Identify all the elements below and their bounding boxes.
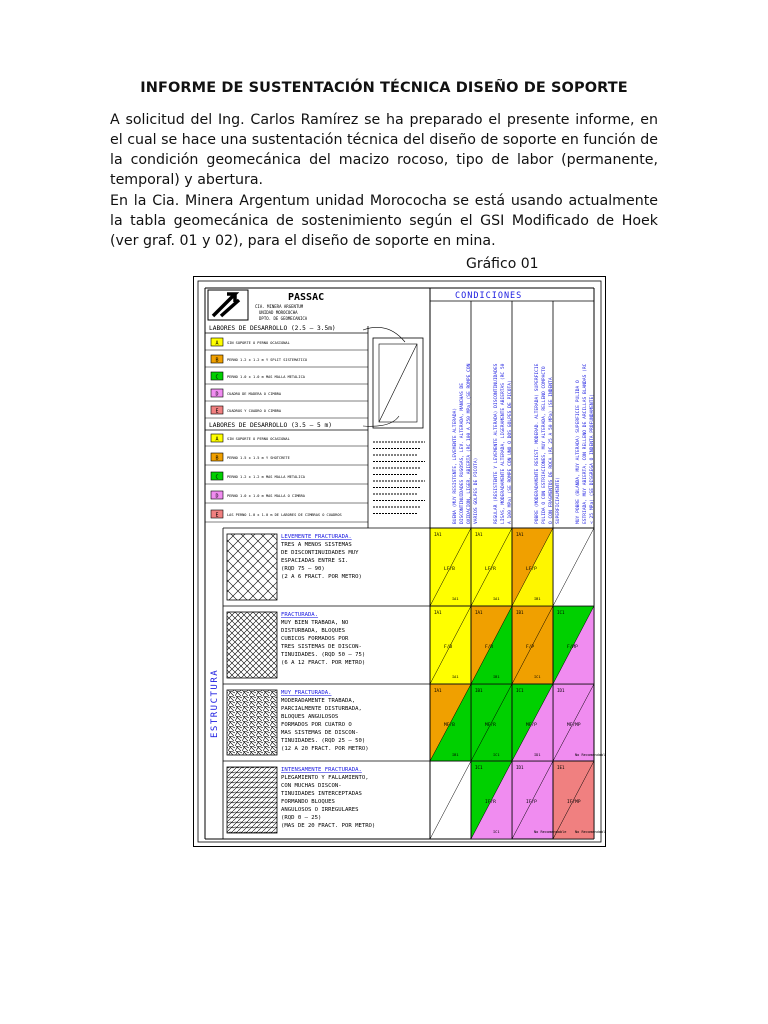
brand-sub-3: DPTO. DE GEOMECANICA — [259, 316, 308, 321]
row-desc-3-6: (MAS DE 20 FRACT. POR METRO) — [281, 823, 376, 829]
legend-a-code-4: E — [215, 408, 219, 415]
cell-code-top-2-0: IA1 — [434, 688, 442, 693]
legend-a-text-1: PERNO 1.2 x 1.2 m Y SPLIT SISTEMATICO — [227, 358, 308, 362]
row-title-0: LEVEMENTE FRACTURADA. — [281, 534, 352, 540]
row-desc-0-2: ESPACIADAS ENTRE SI. — [281, 558, 349, 564]
cell-code-top-3-3: IE1 — [557, 765, 565, 770]
legend-b-code-0: A — [215, 436, 219, 443]
cell-code-bottom-0-0: IA1 — [452, 597, 459, 601]
condiciones-title: CONDICIONES — [455, 291, 523, 301]
legend-a-text-4: CUADROS Y CUADRO O CIMBRA — [227, 409, 282, 413]
brand-sub-1: CIA. MINERA ARGENTUM — [255, 304, 304, 309]
gsi-support-table-figure — [193, 276, 606, 847]
brand-sub-2: UNIDAD MOROCOCHA — [259, 310, 298, 315]
cell-code-bottom-2-3: No Recomendable — [575, 753, 606, 757]
row-desc-2-6: (12 A 20 FRACT. POR METRO) — [281, 746, 369, 752]
row-desc-0-3: (RQD 75 – 90) — [281, 566, 325, 572]
cell-code-mid-1-2: F/P — [526, 645, 535, 650]
estructura-label: ESTRUCTURA — [210, 668, 220, 738]
condition-text-3: MUY POBRE (BLANDA, MUY ALTERADA) SUPERFICIE PULIDA O ESTRIADA, MUY ABIERTA, CON RELLENO DE ARCILLAS BLANDAS (RC < 25 MPa) (SE DISGREGA O INDENTA PROFUNDAMENTE) — [576, 363, 595, 524]
row-desc-1-3: TRES SISTEMAS DE DISCON- — [281, 644, 362, 650]
legend-b-text-3: PERNO 1.0 x 1.0 m MAS MALLA O CIMBRA — [227, 494, 305, 498]
row-desc-1-1: DISTURBADA, BLOQUES — [281, 628, 345, 634]
row-desc-2-1: PARCIALMENTE DISTURBADA, — [281, 706, 362, 712]
cell-code-bottom-2-2: ID1 — [534, 753, 541, 757]
legend-b-text-4: LAS PERNO 1.0 x 1.0 m DE LABORES DE CIMBRAS O CUADROS — [227, 513, 342, 517]
row-desc-3-0: PLEGAMIENTO Y FALLAMIENTO, — [281, 775, 369, 781]
cell-code-bottom-1-0: IA1 — [452, 675, 459, 679]
cell-code-mid-1-3: F/MP — [567, 645, 578, 650]
legend-a-text-0: SIN SOPORTE O PERNO OCASIONAL — [227, 341, 290, 345]
cell-code-top-2-3: ID1 — [557, 688, 565, 693]
cell-code-mid-1-0: F/B — [444, 645, 453, 650]
cell-code-bottom-3-2: No Recomendable — [534, 830, 567, 834]
row-desc-2-0: MODERADAMENTE TRABADA, — [281, 698, 356, 704]
paragraph-1: A solicitud del Ing. Carlos Ramírez se ha preparado el presente informe, en el cual se hace una sustentación técnica del diseño de soporte en función de la condición geomecánica del macizo rocoso, tipo de labor (permanente, temporal) y abertura. — [110, 112, 658, 188]
cell-code-mid-2-2: MF/P — [526, 723, 537, 728]
row-title-1: FRACTURADA. — [281, 612, 319, 618]
legend-a-text-2: PERNO 1.0 x 1.0 m MAS MALLA METALICA — [227, 375, 305, 379]
row-desc-3-4: ANGULOSOS O IRREGULARES — [281, 807, 359, 813]
row-desc-1-5: (6 A 12 FRACT. POR METRO) — [281, 660, 366, 666]
legend-a-code-1: B — [215, 357, 219, 364]
cell-code-top-1-0: IA1 — [434, 610, 442, 615]
row-title-2: MUY FRACTURADA. — [281, 690, 332, 696]
gsi-table-svg — [193, 276, 606, 847]
row-desc-1-4: TINUIDADES. (RQD 50 – 75) — [281, 652, 366, 658]
cell-code-mid-0-0: LF/B — [444, 567, 455, 572]
cell-code-top-1-3: IC1 — [557, 610, 565, 615]
legend-a-code-3: D — [215, 391, 219, 398]
cell-code-bottom-2-1: IC1 — [493, 753, 500, 757]
cell-code-top-3-1: IC1 — [475, 765, 483, 770]
row-desc-0-0: TRES A MENOS SISTEMAS — [281, 542, 352, 548]
legend-a-text-3: CUADRO DE MADERA O CIMBRA — [227, 392, 282, 396]
document-title: INFORME DE SUSTENTACIÓN TÉCNICA DISEÑO DE SOPORTE — [140, 80, 628, 96]
legend-b-code-4: E — [215, 512, 219, 519]
row-desc-3-5: (RQD 0 – 25) — [281, 815, 322, 821]
row-desc-3-2: TINUIDADES INTERCEPTADAS — [281, 791, 362, 797]
row-desc-2-3: FORMADOS POR CUATRO O — [281, 722, 352, 728]
row-desc-2-4: MAS SISTEMAS DE DISCON- — [281, 730, 359, 736]
legend-b-text-2: PERNO 1.2 x 1.2 m MAS MALLA METALICA — [227, 475, 305, 479]
cell-code-mid-3-2: IF/P — [526, 800, 537, 805]
row-desc-3-1: CON MUCHAS DISCON- — [281, 783, 342, 789]
row-desc-3-3: FORMANDO BLOQUES — [281, 799, 335, 805]
cell-code-bottom-0-1: IA1 — [493, 597, 500, 601]
cell-code-mid-3-3: IF/MP — [567, 800, 581, 805]
section-2-title: LABORES DE DESARROLLO (3.5 – 5 m) — [209, 422, 332, 429]
row-desc-1-0: MUY BIEN TRABADA, NO — [281, 620, 349, 626]
legend-b-text-1: PERNO 1.5 x 1.5 m Y SHOTCRETE — [227, 456, 290, 460]
legend-a-code-2: C — [215, 374, 219, 381]
cell-code-top-0-1: IA1 — [475, 532, 483, 537]
cell-code-mid-2-1: MF/R — [485, 723, 496, 728]
cell-code-top-1-2: IB1 — [516, 610, 524, 615]
cell-code-top-0-0: IA1 — [434, 532, 442, 537]
cell-code-bottom-3-1: IC1 — [493, 830, 500, 834]
legend-b-code-2: C — [215, 474, 219, 481]
cell-code-mid-0-2: LF/P — [526, 567, 537, 572]
brand-name: PASSAC — [288, 292, 325, 303]
passac-logo-icon — [208, 290, 248, 320]
legend-b-text-0: SIN SOPORTE O PERNO OCASIONAL — [227, 437, 290, 441]
condition-text-2: POBRE (MODERADAMENTE RESIST. MODERAD. ALTERADA) SUPERFICIE PULIDA O CON ESTRIACIONES, MUY ALTERADA, RELLENO COMPACTO O CON FRAGMENTOS DE ROCA (RC 25 A 50 MPa) (SE INDENTA SUPERFICIALMENTE) — [535, 363, 561, 524]
row-desc-0-4: (2 A 6 FRACT. POR METRO) — [281, 574, 362, 580]
legend-b-code-3: D — [215, 493, 219, 500]
row-desc-2-2: BLOQUES ANGULOSOS — [281, 714, 339, 720]
cell-code-top-2-1: IB1 — [475, 688, 483, 693]
row-desc-0-1: DE DISCONTINUIDADES MUY — [281, 550, 359, 556]
row-desc-1-2: CUBICOS FORMADOS POR — [281, 636, 349, 642]
cell-code-bottom-0-2: IB1 — [534, 597, 541, 601]
rock-pattern-icon-0 — [227, 534, 277, 600]
row-title-3: INTENSAMENTE FRACTURADA. — [281, 767, 362, 773]
cell-code-mid-2-3: MF/MP — [567, 723, 581, 728]
condition-text-1: REGULAR (RESISTENTE Y LEVEMENTE ALTERADA) DISCONTINUIDADES LISAS, MODERADAMENTE ALTERADA, LIGERAMENTE ABIERTAS (RC 50 A 100 MPa) (SE ROMPE CON UNO O DOS GOLPES DE PICOTA) — [494, 363, 513, 524]
row-desc-2-5: TINUIDADES. (RQD 25 – 50) — [281, 738, 366, 744]
legend-a-code-0: A — [215, 340, 219, 347]
cell-code-mid-1-1: F/R — [485, 645, 494, 650]
cell-code-mid-0-1: LF/R — [485, 567, 496, 572]
cell-code-bottom-2-0: IB1 — [452, 753, 459, 757]
rock-pattern-icon-2 — [227, 690, 277, 755]
rock-pattern-icon-3 — [227, 767, 277, 833]
legend-b-code-1: B — [215, 455, 219, 462]
cell-code-bottom-1-2: IC1 — [534, 675, 541, 679]
cell-code-top-2-2: IC1 — [516, 688, 524, 693]
rock-pattern-icon-1 — [227, 612, 277, 678]
cell-code-bottom-1-1: IB1 — [493, 675, 500, 679]
condition-text-0: BUENA (MUY RESISTENTE, LEVEMENTE ALTERADA) DISCONTINUIDADES RUGOSAS, LEV. ALTERADA, MANCHAS DE OXIDACION, LIGER. ABIERTA (RC 100 A 250 MPa) (SE ROMPE CON VARIOS GOLPES DE PICOTA) — [453, 363, 479, 524]
cell-code-top-0-2: IA1 — [516, 532, 524, 537]
cell-code-mid-2-0: MF/B — [444, 723, 455, 728]
section-1-title: LABORES DE DESARROLLO (2.5 – 3.5m) — [209, 325, 336, 332]
cell-code-top-1-1: IA1 — [475, 610, 483, 615]
cell-code-bottom-3-3: No Recomendable — [575, 830, 606, 834]
paragraph-2: En la Cia. Minera Argentum unidad Morococha se está usando actualmente la tabla geomecánica de sostenimiento según el GSI Modificado de Hoek (ver graf. 01 y 02), para el diseño de soporte en mina. — [110, 193, 658, 249]
figure-caption: Gráfico 01 — [466, 256, 539, 272]
cell-code-mid-3-1: IF/R — [485, 800, 496, 805]
cell-code-top-3-2: ID1 — [516, 765, 524, 770]
